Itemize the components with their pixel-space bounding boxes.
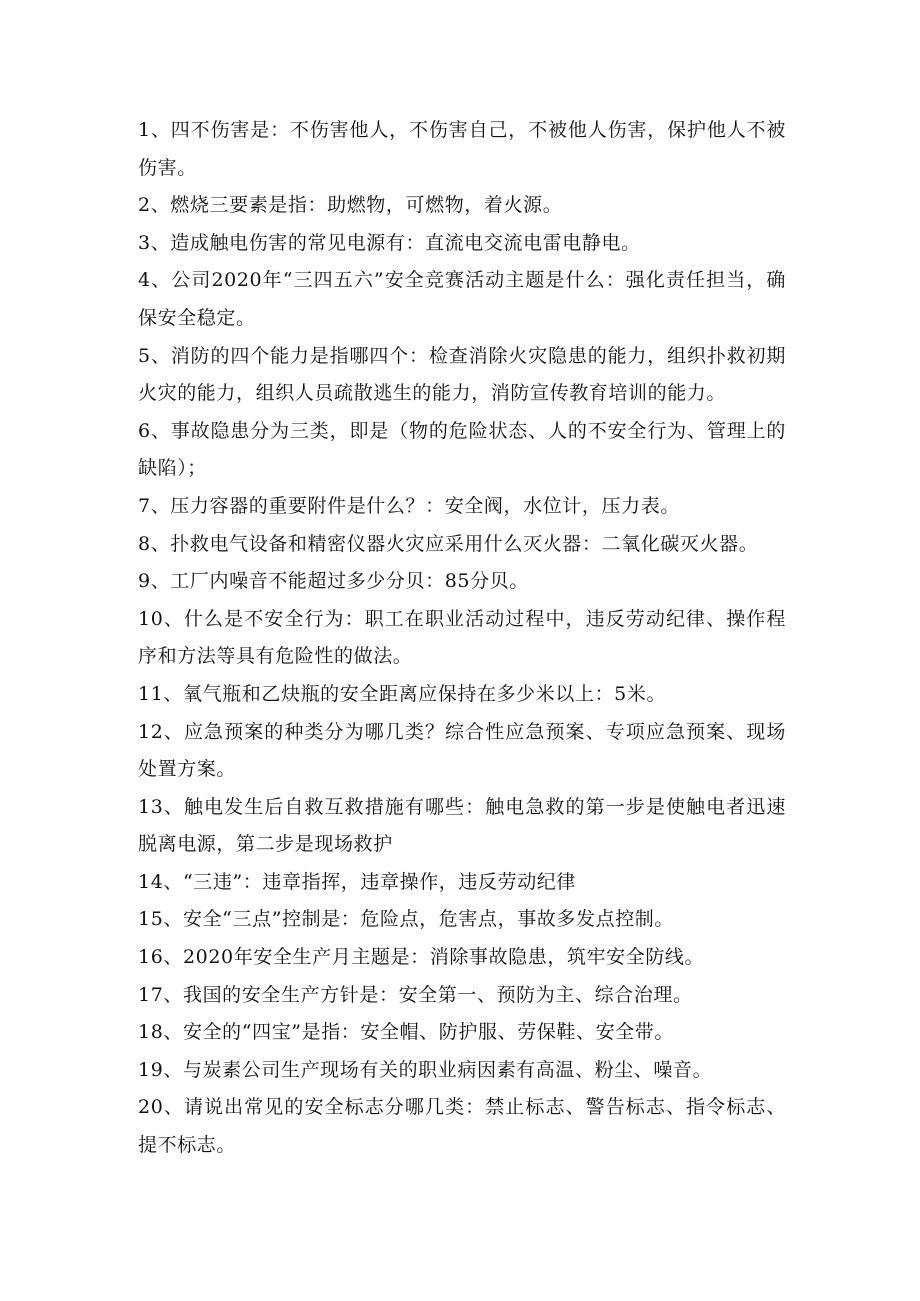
document-body	[138, 112, 786, 1165]
qa-item-14: 14、“三违”：违章指挥，违章操作，违反劳动纪律	[138, 870, 577, 893]
qa-item-5: 5、消防的四个能力是指哪四个：检查消除火灾隐患的能力，组织扑救初期火灾的能力，组织人员疏散逃生的能力，消防宣传教育培训的能力。	[138, 344, 786, 405]
qa-item-10: 10、什么是不安全行为：职工在职业活动过程中，违反劳动纪律、操作程序和方法等具有危险性的做法。	[138, 607, 786, 668]
qa-item-19: 19、与炭素公司生产现场有关的职业病因素有高温、粉尘、噪音。	[138, 1058, 713, 1081]
qa-item-7: 7、压力容器的重要附件是什么？：安全阀，水位计，压力表。	[138, 494, 680, 517]
qa-item-3: 3、造成触电伤害的常见电源有：直流电交流电雷电静电。	[138, 231, 641, 254]
qa-item-2: 2、燃烧三要素是指：助燃物，可燃物，着火源。	[138, 194, 563, 217]
qa-item-17: 17、我国的安全生产方针是：安全第一、预防为主、综合治理。	[138, 983, 693, 1006]
qa-item-18: 18、安全的“四宝”是指：安全帽、防护服、劳保鞋、安全带。	[138, 1021, 675, 1044]
qa-item-15: 15、安全“三点”控制是：危险点，危害点，事故多发点控制。	[138, 908, 675, 931]
qa-item-11: 11、氧气瓶和乙炔瓶的安全距离应保持在多少米以上：5米。	[138, 682, 667, 705]
qa-item-20: 20、请说出常见的安全标志分哪几类：禁止标志、警告标志、指令标志、提不标志。	[138, 1096, 786, 1157]
qa-item-4: 4、公司2020年“三四五六”安全竞赛活动主题是什么：强化责任担当，确保安全稳定。	[138, 269, 786, 329]
qa-item-9: 9、工厂内噪音不能超过多少分贝：85分贝。	[138, 570, 529, 593]
qa-item-8: 8、扑救电气设备和精密仪器火灾应采用什么灭火器：二氧化碳灭火器。	[138, 532, 759, 555]
qa-item-6: 6、事故隐患分为三类，即是（物的危险状态、人的不安全行为、管理上的缺陷）；	[138, 419, 786, 480]
qa-item-12: 12、应急预案的种类分为哪几类？综合性应急预案、专项应急预案、现场处置方案。	[138, 720, 786, 781]
qa-item-16: 16、2020年安全生产月主题是：消除事故隐患，筑牢安全防线。	[138, 946, 705, 969]
qa-item-1: 1、四不伤害是：不伤害他人，不伤害自己，不被他人伤害，保护他人不被伤害。	[138, 119, 786, 179]
qa-item-13: 13、触电发生后自救互救措施有哪些：触电急救的第一步是使触电者迅速脱离电源，第二步是现场救护	[138, 795, 786, 856]
